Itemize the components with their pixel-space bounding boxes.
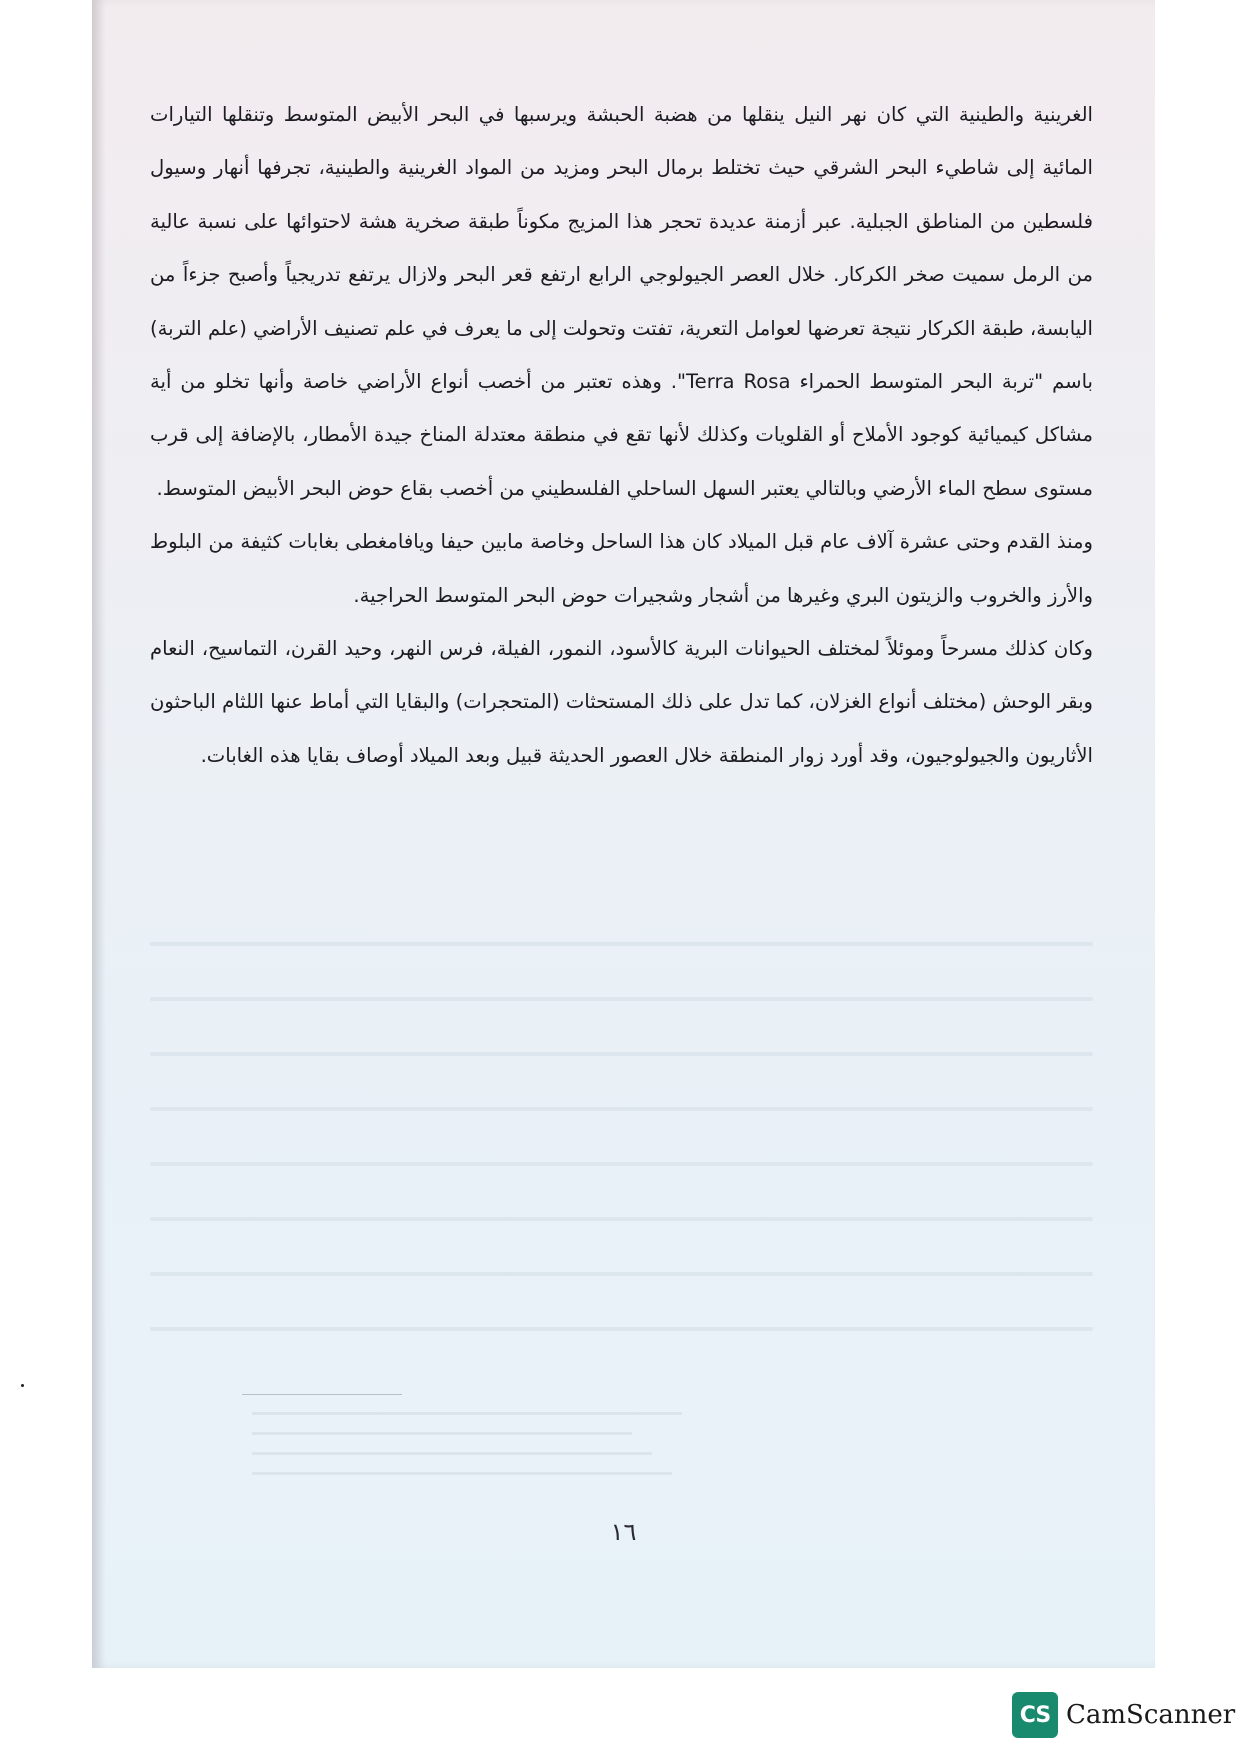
camscanner-brand: CamScanner — [1066, 1700, 1236, 1730]
paragraph-animals: وكان كذلك مسرحاً وموئلاً لمختلف الحيوانات البرية كالأسود، النمور، الفيلة، فرس النهر، وحيد القرن، التماسيح، النعام وبقر الوحش (مختلف أنواع الغزلان، كما تدل على ذلك المستحثات (المتحجرات) والبقايا التي أماط عنها اللثام الباحثون الأثاريون والجيولوجيون، وقد أورد زوار المنطقة خلال العصور الحديثة قبيل وبعد الميلاد أوصاف بقايا هذه الغابات. — [150, 637, 1093, 767]
camscanner-logo-icon: CS — [1012, 1692, 1058, 1738]
body-text — [150, 88, 1093, 782]
bleed-through-text — [150, 942, 1093, 1382]
paragraph-soil: الغرينية والطينية التي كان نهر النيل ينقلها من هضبة الحبشة ويرسبها في البحر الأبيض المتوسط وتنقلها التيارات المائية إلى شاطيء البحر الشرقي حيث تختلط برمال البحر ومزيد من المواد الغرينية والطينية، تجرفها أنهار وسيول فلسطين من المناطق الجبلية. عبر أزمنة عديدة تحجر هذا المزيج مكوناً طبقة صخرية هشة لاحتوائها على نسبة عالية من الرمل سميت صخر الكركار. خلال العصر الجيولوجي الرابع ارتفع قعر البحر ولازال يرتفع تدريجياً وأصبح جزءاً من اليابسة، طبقة الكركار نتيجة تعرضها لعوامل التعرية، تفتت وتحولت إلى ما يعرف في علم تصنيف الأراضي (علم التربة) باسم "تربة البحر المتوسط الحمراء Terra Rosa". وهذه تعتبر من أخصب أنواع الأراضي خاصة وأنها تخلو من أية مشاكل كيميائية كوجود الأملاح أو القلويات وكذلك لأنها تقع في منطقة معتدلة المناخ جيدة الأمطار، بالإضافة إلى قرب مستوى سطح الماء الأرضي وبالتالي يعتبر السهل الساحلي الفلسطيني من أخصب بقاع حوض البحر الأبيض المتوسط. — [150, 103, 1093, 500]
page-number: ١٦ — [610, 1518, 637, 1546]
scan-speck — [21, 1384, 24, 1387]
camscanner-watermark — [1012, 1692, 1235, 1738]
scanned-page — [92, 0, 1155, 1668]
footnote-divider — [242, 1394, 402, 1395]
paragraph-forests: ومنذ القدم وحتى عشرة آلاف عام قبل الميلاد كان هذا الساحل وخاصة مابين حيفا ويافامغطى بغابات كثيفة من البلوط والأرز والخروب والزيتون البري وغيرها من أشجار وشجيرات حوض البحر المتوسط الحراجية. — [150, 530, 1093, 607]
